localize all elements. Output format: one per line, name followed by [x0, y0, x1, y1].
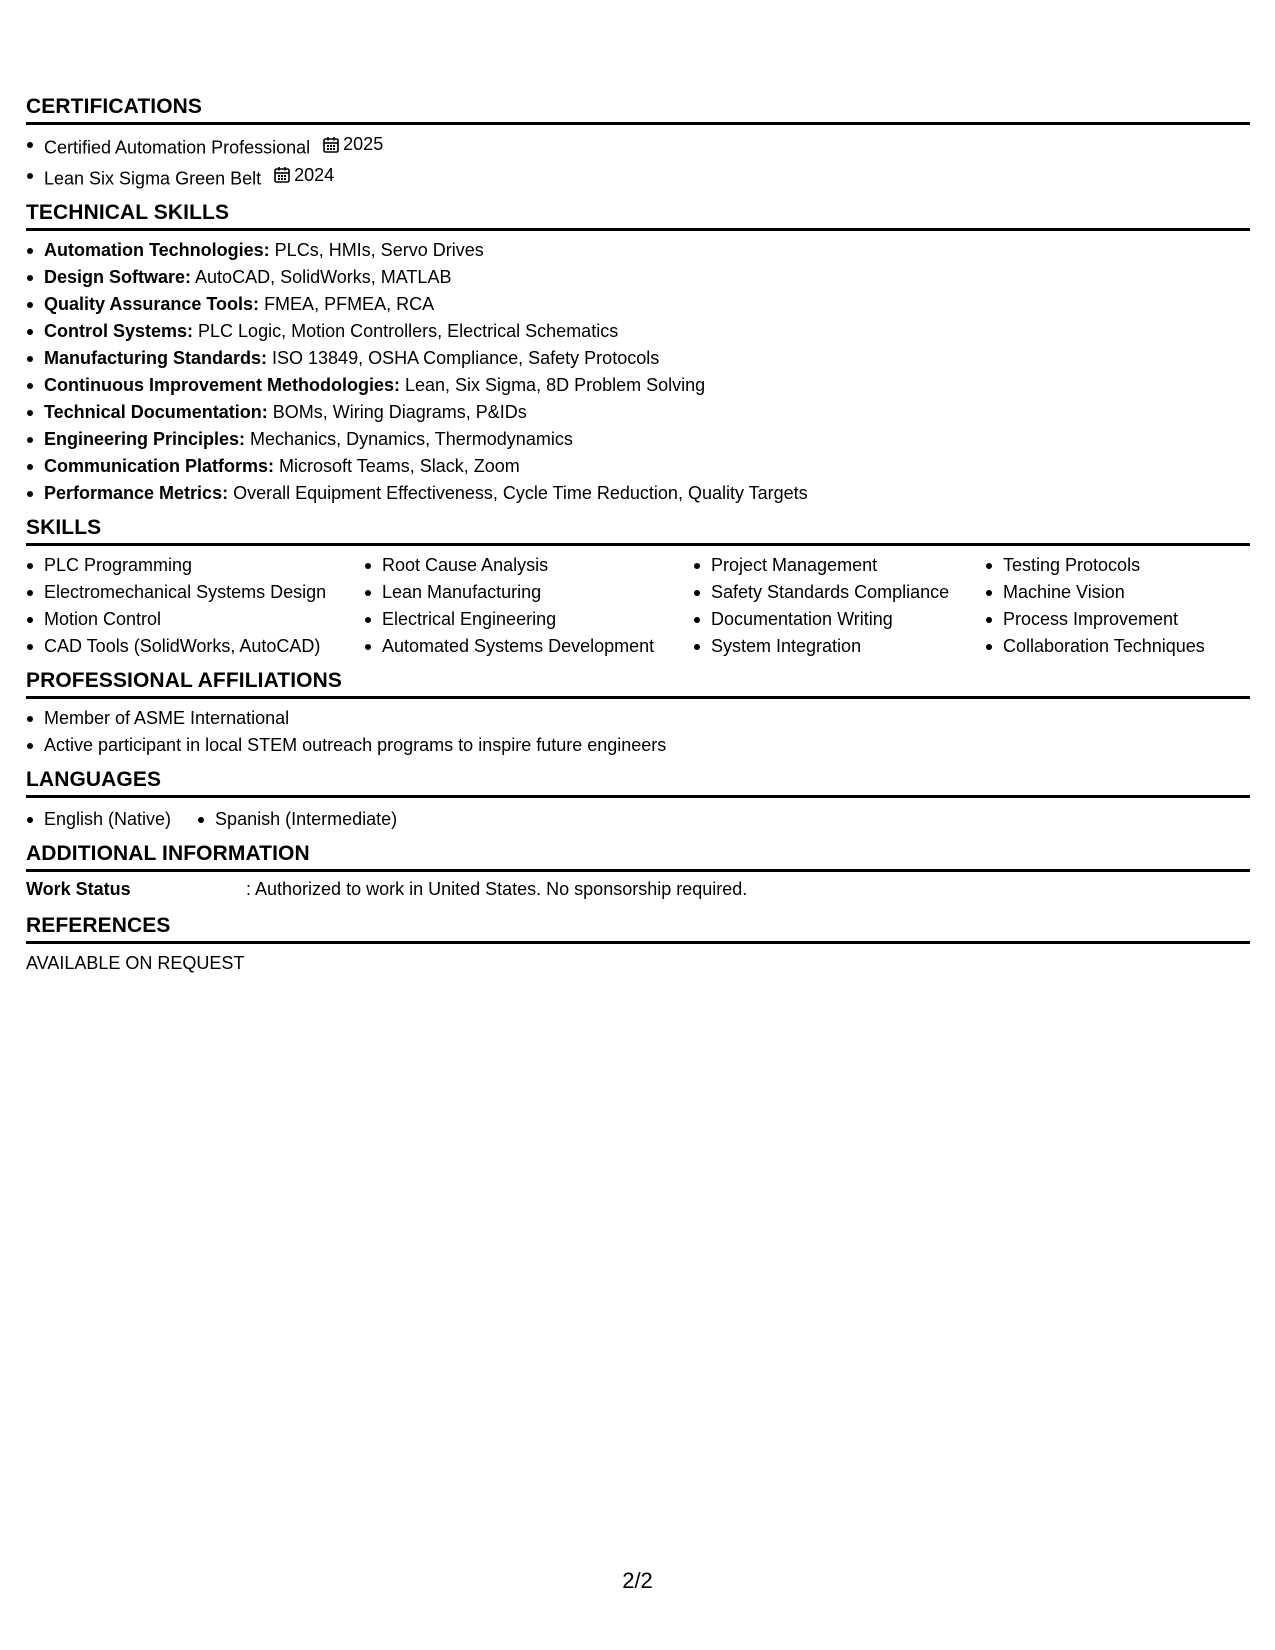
certification-item — [26, 162, 1250, 193]
skill-category-value: ISO 13849, OSHA Compliance, Safety Protocols — [267, 348, 660, 368]
skill-item: Electromechanical Systems Design — [26, 579, 364, 606]
skill-category-value: BOMs, Wiring Diagrams, P&IDs — [267, 402, 527, 422]
skill-item: Collaboration Techniques — [985, 633, 1245, 660]
certifications-section — [26, 94, 1250, 200]
skills-column — [985, 552, 1245, 660]
skill-item: PLC Programming — [26, 552, 364, 579]
skill-item: Documentation Writing — [693, 606, 985, 633]
skill-item: Process Improvement — [985, 606, 1245, 633]
affiliation-item: Member of ASME International — [26, 705, 1250, 732]
skill-category-label: Design Software: — [44, 267, 192, 287]
certification-date — [273, 162, 334, 189]
skill-item: Electrical Engineering — [364, 606, 693, 633]
skill-item: Testing Protocols — [985, 552, 1245, 579]
skill-item: Motion Control — [26, 606, 364, 633]
skill-item: Root Cause Analysis — [364, 552, 693, 579]
skill-category-value: FMEA, PFMEA, RCA — [259, 294, 435, 314]
skill-category-label: Automation Technologies: — [44, 240, 270, 260]
skill-item: Safety Standards Compliance — [693, 579, 985, 606]
skill-category-label: Technical Documentation: — [44, 402, 268, 422]
certification-item — [26, 131, 1250, 162]
skills-column — [26, 552, 364, 660]
skill-item: Project Management — [693, 552, 985, 579]
affiliation-item: Active participant in local STEM outreach programs to inspire future engineers — [26, 732, 1250, 759]
skill-item: Machine Vision — [985, 579, 1245, 606]
certifications-heading: CERTIFICATIONS — [26, 94, 1250, 125]
technical-skill-item — [26, 318, 1250, 345]
skill-item: Lean Manufacturing — [364, 579, 693, 606]
certification-name: Lean Six Sigma Green Belt — [44, 168, 262, 188]
work-status-row — [26, 872, 1250, 913]
skill-category-value: Overall Equipment Effectiveness, Cycle Time Reduction, Quality Targets — [228, 483, 808, 503]
certification-year: 2024 — [294, 164, 335, 185]
technical-skill-item — [26, 345, 1250, 372]
certification-name: Certified Automation Professional — [44, 137, 311, 158]
work-status-value: : Authorized to work in United States. No sponsorship required. — [246, 879, 748, 899]
page-number: 2/2 — [622, 1568, 653, 1593]
technical-skills-section — [26, 200, 1250, 515]
skill-category-value: Microsoft Teams, Slack, Zoom — [274, 456, 520, 476]
skill-category-label: Manufacturing Standards: — [44, 348, 268, 368]
technical-skill-item — [26, 453, 1250, 480]
certification-date — [322, 131, 383, 158]
skill-category-value: PLCs, HMIs, Servo Drives — [269, 240, 484, 260]
technical-skills-list — [26, 231, 1250, 515]
calendar-icon — [322, 136, 340, 154]
technical-skill-item — [26, 480, 1250, 507]
certifications-list — [26, 125, 1250, 200]
language-item: English (Native) — [26, 806, 171, 833]
skill-item: Automated Systems Development — [364, 633, 693, 660]
skill-category-label: Control Systems: — [44, 321, 194, 341]
technical-skill-item — [26, 264, 1250, 291]
skill-category-value: PLC Logic, Motion Controllers, Electrical Schematics — [193, 321, 619, 341]
additional-info-section — [26, 841, 1250, 913]
technical-skills-heading: TECHNICAL SKILLS — [26, 200, 1250, 231]
languages-section — [26, 767, 1250, 841]
affiliations-section — [26, 668, 1250, 767]
skill-category-label: Performance Metrics: — [44, 483, 229, 503]
affiliations-heading: PROFESSIONAL AFFILIATIONS — [26, 668, 1250, 699]
skills-heading: SKILLS — [26, 515, 1250, 546]
skill-category-value: Lean, Six Sigma, 8D Problem Solving — [400, 375, 706, 395]
affiliations-list — [26, 699, 1250, 767]
references-text: AVAILABLE ON REQUEST — [26, 953, 245, 973]
references-heading: REFERENCES — [26, 913, 1250, 944]
certification-year: 2025 — [343, 134, 384, 154]
language-item: Spanish (Intermediate) — [197, 806, 397, 833]
skill-item: System Integration — [693, 633, 985, 660]
technical-skill-item — [26, 399, 1250, 426]
skill-category-label: Continuous Improvement Methodologies: — [44, 375, 400, 395]
references-section — [26, 913, 1250, 977]
technical-skill-item — [26, 372, 1250, 399]
technical-skill-item — [26, 237, 1250, 264]
languages-heading: LANGUAGES — [26, 767, 1250, 798]
skill-category-label: Engineering Principles: — [44, 429, 246, 449]
skills-section — [26, 515, 1250, 668]
work-status-label: Work Status — [26, 879, 131, 899]
skills-column — [364, 552, 693, 660]
skill-category-value: AutoCAD, SolidWorks, MATLAB — [191, 267, 452, 287]
skills-column — [693, 552, 985, 660]
skills-grid — [26, 546, 1250, 668]
skill-category-label: Communication Platforms: — [44, 456, 275, 476]
skill-category-value: Mechanics, Dynamics, Thermodynamics — [245, 429, 573, 449]
skill-item: CAD Tools (SolidWorks, AutoCAD) — [26, 633, 364, 660]
additional-info-heading: ADDITIONAL INFORMATION — [26, 841, 1250, 872]
resume-page — [26, 94, 1250, 977]
skill-category-label: Quality Assurance Tools: — [44, 294, 260, 314]
languages-list — [26, 798, 1250, 841]
technical-skill-item — [26, 291, 1250, 318]
technical-skill-item — [26, 426, 1250, 453]
calendar-icon — [273, 166, 291, 184]
